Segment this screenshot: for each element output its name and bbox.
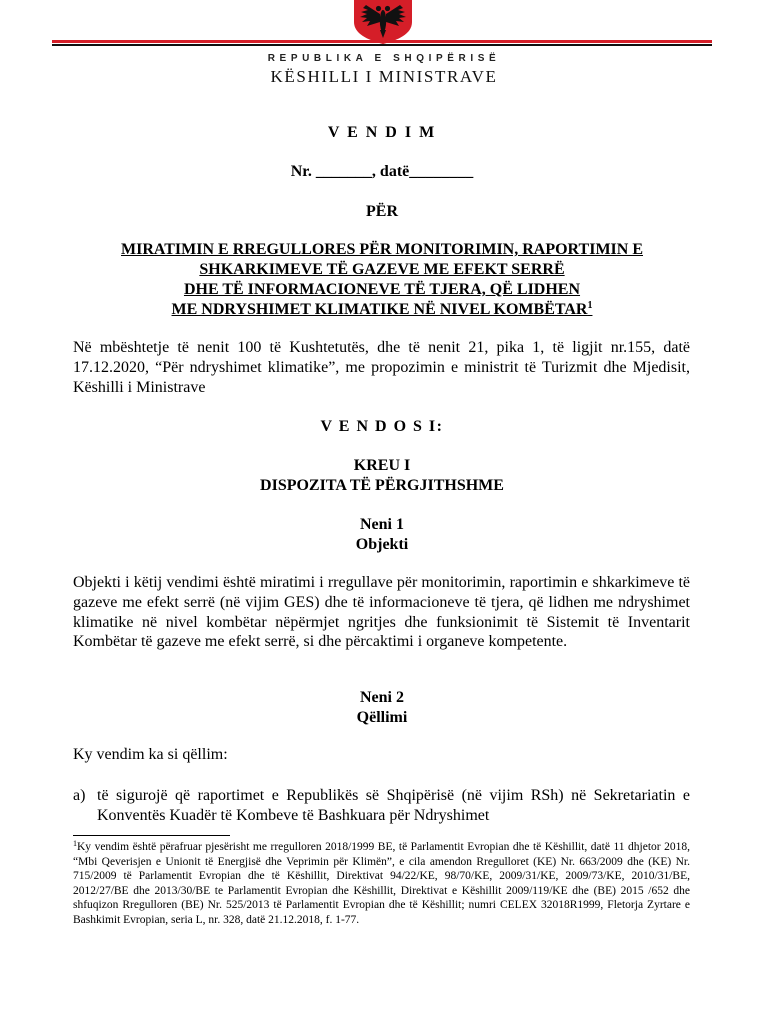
republika-heading: REPUBLIKA E SHQIPËRISË [267, 53, 501, 64]
header-red-rule [52, 40, 712, 43]
decision-number-line: Nr. _______, datë________ [290, 163, 474, 180]
article-2-title: Qëllimi [356, 709, 408, 726]
keshilli-heading: KËSHILLI I MINISTRAVE [270, 67, 498, 86]
item-a-text: të sigurojë që raportimet e Republikës së Shqipërisë (në vijim RSh) në Sekretariatin e Konventës Kuadër të Kombeve të Bashkuara për Ndryshimet [97, 787, 690, 824]
item-a-marker: a) [73, 787, 86, 804]
article-2-intro: Ky vendim ka si qëllim: [73, 746, 228, 763]
chapter-number: KREU I [353, 457, 411, 474]
preamble-paragraph: Në mbështetje të nenit 100 të Kushtetutës, dhe të nenit 21, pika 1, të ligjit nr.155, datë 17.12.2020, “Për ndryshimet klimatike”, me propozimin e ministrit të Turizmit dhe Mjedisit, Këshilli i Ministrave [73, 339, 690, 396]
article-1-number: Neni 1 [360, 516, 404, 533]
title-line-1: MIRATIMIN E RREGULLORES PËR MONITORIMIN, RAPORTIMIN E [121, 241, 643, 258]
article-1-title: Objekti [355, 536, 409, 553]
chapter-title: DISPOZITA TË PËRGJITHSHME [260, 477, 504, 494]
title-line-3: DHE TË INFORMACIONEVE TË TJERA, QË LIDHEN [183, 281, 581, 298]
header-black-rule [52, 44, 712, 46]
title-line-4 [60, 300, 704, 320]
footnote [73, 840, 690, 928]
per-heading: PËR [366, 203, 398, 220]
vendim-heading: V E N D I M [327, 124, 437, 141]
footnote-marker: 1 [73, 839, 77, 848]
title-line-2: SHKARKIMEVE TË GAZEVE ME EFEKT SERRË [199, 261, 565, 278]
title-footnote-ref: 1 [587, 300, 593, 311]
title-line-4-text: ME NDRYSHIMET KLIMATIKE NË NIVEL KOMBËTAR [171, 301, 588, 318]
article-2-number: Neni 2 [360, 689, 404, 706]
albanian-eagle-emblem-icon [354, 0, 412, 44]
vendosi-heading: V E N D O S I: [320, 418, 444, 435]
footnote-text: Ky vendim është përafruar pjesërisht me rregulloren 2018/1999 BE, të Parlamentit Evropian dhe të Këshillit, datë 11 dhjetor 2018, “Mbi Qeverisjen e Unionit të Energjisë dhe Veprimin për Klimën”, e cila amendon Rregulloret (KE) Nr. 663/2009 dhe (KE) Nr. 715/2009 të Parlamentit Evropian dhe të Këshillit, Direktivat 94/22/KE, 98/70/KE, 2009/31/KE, 2009/73/KE, 2010/31/BE, 2012/27/BE dhe 2013/30/BE te Parlamentit Evropian dhe Këshillit, Direktivat e Këshillit 2009/119/KE dhe (BE) 2015 /652 dhe shfuqizon Rregulloren (BE) Nr. 525/2013 të Parlamentit Evropian dhe të Këshillit; numri CELEX 32018R1999, Fletorja Zyrtare e Bashkimit Evropian, seria L, nr. 328, datë 21.12.2018, f. 1-77. [73, 841, 690, 926]
article-1-paragraph: Objekti i këtij vendimi është miratimi i rregullave për monitorimin, raportimin e shkarkimeve të gazeve me efekt serrë (në vijim GES) dhe të informacioneve të tjera, që lidhen me ndryshimet klimatike në nivel kombëtar nëpërmjet ngritjes dhe funksionimit të Sistemit të Inventarit Kombëtar të gazeve me efekt serrë, si dhe përcaktimi i organeve kompetente. [73, 574, 690, 651]
footnote-separator [73, 835, 230, 836]
